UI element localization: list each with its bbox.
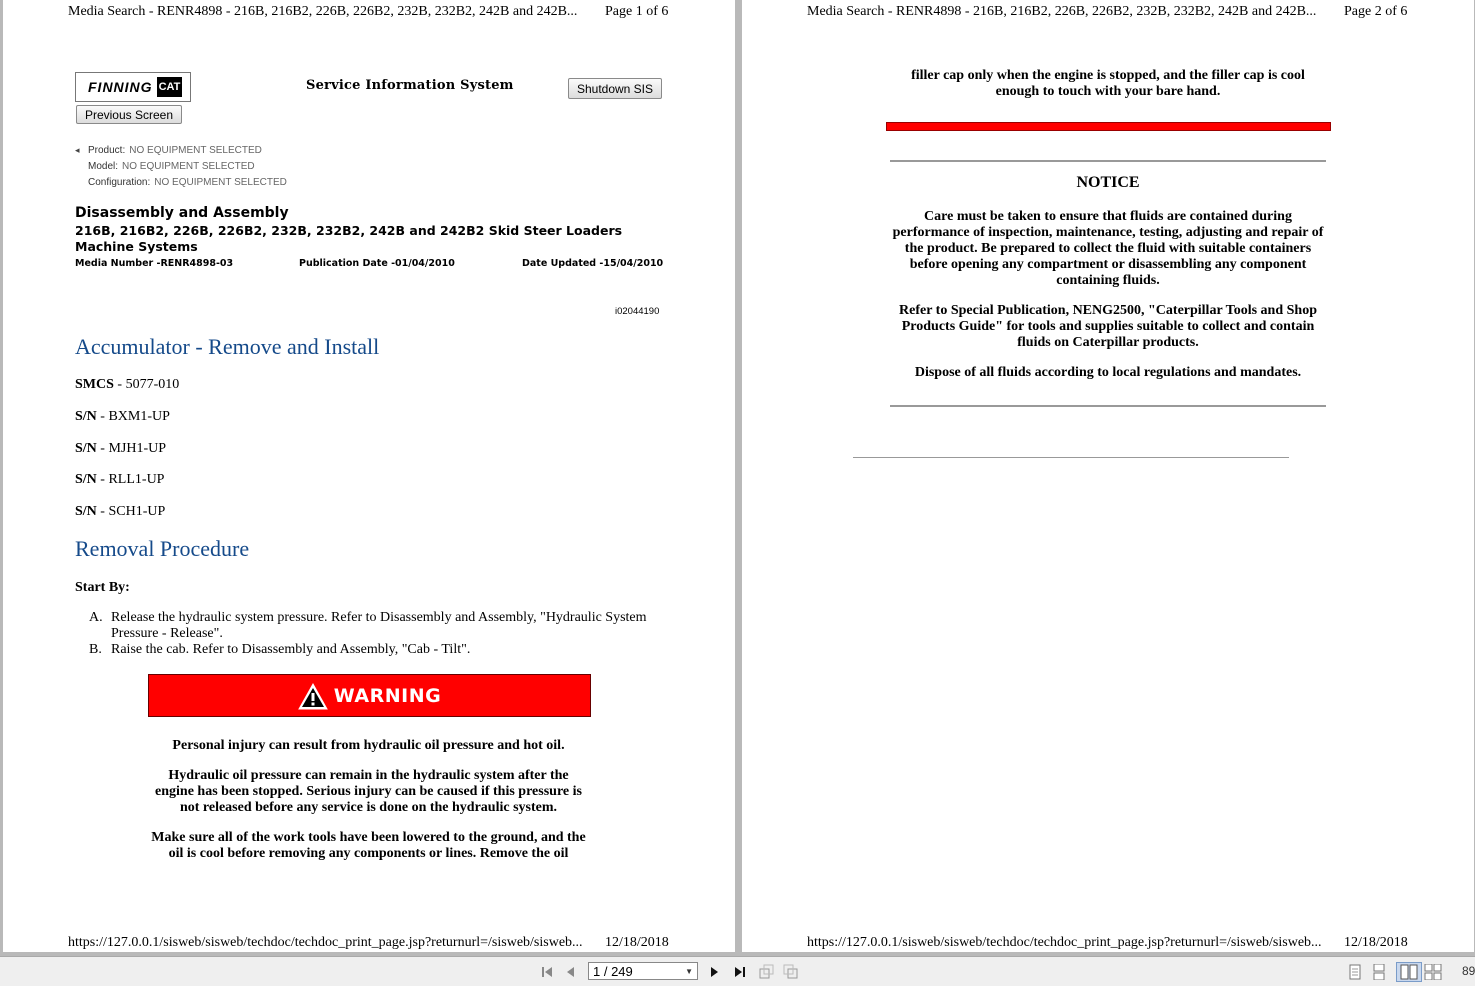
- warning-triangle-icon: [298, 682, 328, 710]
- first-page-icon[interactable]: [538, 963, 556, 981]
- rotate-right-icon[interactable]: [782, 963, 800, 981]
- page-header-number: Page 2 of 6: [1344, 4, 1408, 19]
- step-item: [89, 610, 669, 642]
- smcs-label: SMCS: [75, 377, 114, 392]
- notice-bottom-rule: [890, 405, 1326, 407]
- step-letter: A.: [89, 610, 103, 625]
- serial-line: [75, 409, 170, 425]
- publication-date: Publication Date -01/04/2010: [299, 258, 455, 269]
- logo-cat-text: CAT: [157, 77, 183, 97]
- shutdown-sis-button[interactable]: Shutdown SIS: [568, 78, 662, 99]
- page-footer-date: 12/18/2018: [1344, 935, 1408, 950]
- page-footer-url: https://127.0.0.1/sisweb/sisweb/techdoc/techdoc_print_page.jsp?returnurl=/sisweb/sisweb...: [68, 935, 583, 950]
- page-header-title: Media Search - RENR4898 - 216B, 216B2, 226B, 226B2, 232B, 232B2, 242B and 242B...: [68, 4, 578, 19]
- warning-end-bar: [886, 122, 1331, 131]
- serial-value: - BXM1-UP: [96, 409, 170, 424]
- warning-paragraph: Hydraulic oil pressure can remain in the hydraulic system after the engine has been stopped. Serious injury can be caused if this pressure is not released before any service is done on the hydraulic system.: [155, 768, 582, 815]
- page-number-select[interactable]: [588, 962, 698, 980]
- page-indicator: 1 / 249: [593, 964, 633, 979]
- finning-cat-logo: [75, 72, 191, 102]
- two-page-continuous-view-icon[interactable]: [1424, 963, 1442, 981]
- notice-paragraph: Care must be taken to ensure that fluids are contained during performance of inspection, maintenance, testing, adjusting and repair of the product. Be prepared to collect the fluid with suitable containers before opening any compartment or disassembling any component containing fluids.: [892, 209, 1324, 288]
- sis-title: Service Information System: [306, 78, 514, 93]
- page-footer-url: https://127.0.0.1/sisweb/sisweb/techdoc/techdoc_print_page.jsp?returnurl=/sisweb/sisweb...: [807, 935, 1322, 950]
- page-footer-date: 12/18/2018: [605, 935, 669, 950]
- serial-value: - RLL1-UP: [96, 472, 165, 487]
- page-header-number: Page 1 of 6: [605, 4, 669, 19]
- step-item: [89, 642, 669, 658]
- serial-value: - MJH1-UP: [96, 441, 167, 456]
- back-arrow-icon[interactable]: ◂: [75, 145, 80, 155]
- model-label: Model:: [88, 161, 119, 172]
- pdf-page-1: [3, 0, 735, 952]
- document-title: Disassembly and Assembly: [75, 205, 289, 221]
- continuous-view-icon[interactable]: [1370, 963, 1388, 981]
- next-page-icon[interactable]: [705, 963, 723, 981]
- step-letter: B.: [89, 642, 102, 657]
- previous-screen-button[interactable]: Previous Screen: [76, 105, 182, 124]
- configuration-value: NO EQUIPMENT SELECTED: [154, 177, 287, 188]
- pdf-viewer-toolbar: [0, 956, 1475, 986]
- smcs-line: [75, 377, 179, 393]
- step-list: [89, 610, 669, 658]
- warning-label: WARNING: [333, 684, 442, 707]
- model-value: NO EQUIPMENT SELECTED: [122, 161, 255, 172]
- warning-paragraph: Personal injury can result from hydraulic oil pressure and hot oil.: [172, 738, 565, 753]
- start-by-label: Start By:: [75, 580, 130, 595]
- warning-paragraph: Make sure all of the work tools have been lowered to the ground, and the oil is cool before removing any components or lines. Remove the oil: [151, 830, 586, 861]
- warning-banner: [148, 674, 591, 717]
- step-text: Raise the cab. Refer to Disassembly and Assembly, "Cab - Tilt".: [111, 642, 471, 657]
- zoom-level[interactable]: 89: [1462, 964, 1475, 978]
- product-label: Product:: [88, 145, 126, 156]
- document-id: i02044190: [615, 306, 660, 317]
- notice-paragraph: Dispose of all fluids according to local regulations and mandates.: [914, 365, 1302, 380]
- two-page-view-icon[interactable]: [1396, 962, 1422, 982]
- logo-finning-text: FINNING: [88, 79, 153, 95]
- product-row: [88, 145, 262, 156]
- serial-line: [75, 441, 166, 457]
- previous-page-icon[interactable]: [562, 963, 580, 981]
- step-text: Release the hydraulic system pressure. Refer to Disassembly and Assembly, "Hydraulic System Pressure - Release".: [111, 610, 647, 641]
- page-header-title: Media Search - RENR4898 - 216B, 216B2, 226B, 226B2, 232B, 232B2, 242B and 242B...: [807, 4, 1317, 19]
- single-page-view-icon[interactable]: [1346, 963, 1364, 981]
- serial-label: S/N: [75, 409, 97, 424]
- serial-label: S/N: [75, 441, 97, 456]
- configuration-label: Configuration:: [88, 177, 151, 188]
- model-row: [88, 161, 255, 172]
- page-heading: Accumulator - Remove and Install: [75, 334, 380, 359]
- last-page-icon[interactable]: [731, 963, 749, 981]
- warning-continued-paragraph: filler cap only when the engine is stopped, and the filler cap is cool enough to touch with your bare hand.: [911, 68, 1305, 99]
- product-value: NO EQUIPMENT SELECTED: [129, 145, 262, 156]
- pdf-page-2: [742, 0, 1474, 952]
- serial-label: S/N: [75, 472, 97, 487]
- serial-value: - SCH1-UP: [96, 504, 166, 519]
- configuration-row: [88, 177, 287, 188]
- rotate-left-icon[interactable]: [757, 963, 775, 981]
- serial-line: [75, 472, 164, 488]
- document-subtitle: 216B, 216B2, 226B, 226B2, 232B, 232B2, 242B and 242B2 Skid Steer Loaders Machine Systems: [75, 223, 623, 254]
- notice-paragraph: Refer to Special Publication, NENG2500, "Caterpillar Tools and Shop Products Guide" for tools and supplies suitable to collect and contain fluids on Caterpillar products.: [899, 303, 1317, 350]
- content-end-rule: [853, 457, 1289, 458]
- serial-label: S/N: [75, 504, 97, 519]
- date-updated: Date Updated -15/04/2010: [522, 258, 664, 269]
- smcs-value: - 5077-010: [113, 377, 180, 392]
- media-number: Media Number -RENR4898-03: [75, 258, 234, 269]
- notice-top-rule: [890, 160, 1326, 162]
- removal-procedure-heading: Removal Procedure: [75, 536, 250, 561]
- serial-line: [75, 504, 165, 520]
- dropdown-arrow-icon: ▼: [685, 967, 693, 976]
- notice-title: NOTICE: [1076, 174, 1140, 191]
